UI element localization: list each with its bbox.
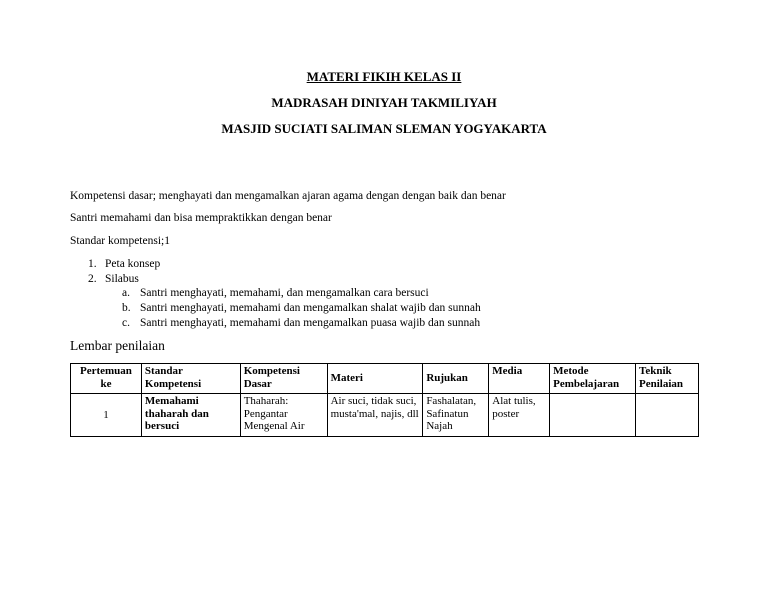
- table-cell: [550, 394, 636, 437]
- school-name: MADRASAH DINIYAH TAKMILIYAH: [271, 95, 497, 110]
- column-header: Teknik Penilaian: [636, 364, 699, 394]
- table-cell: [636, 394, 699, 437]
- list-item-number: 2.: [88, 273, 97, 285]
- table-header-row: [71, 364, 699, 394]
- sublist-item-text: Santri menghayati, memahami dan mengamalkan shalat wajib dan sunnah: [140, 302, 481, 314]
- table-cell: 1: [71, 394, 142, 437]
- table-cell: Thaharah: Pengantar Mengenal Air: [240, 394, 327, 437]
- list-item-number: 1.: [88, 258, 97, 270]
- column-header: Standar Kompetensi: [141, 364, 240, 394]
- sublist-item-text: Santri menghayati, memahami dan mengamalkan puasa wajib dan sunnah: [140, 317, 481, 329]
- column-header: Metode Pembelajaran: [550, 364, 636, 394]
- table-cell: Air suci, tidak suci, musta'mal, najis, dll: [327, 394, 423, 437]
- assessment-table: [70, 363, 699, 437]
- standar-kompetensi-text: Standar kompetensi;1: [70, 235, 170, 247]
- column-header: Kompetensi Dasar: [240, 364, 327, 394]
- sublist-item-text: Santri menghayati, memahami, dan mengamalkan cara bersuci: [140, 287, 429, 299]
- santri-statement-text: Santri memahami dan bisa mempraktikkan dengan benar: [70, 212, 332, 224]
- list-item-text: Silabus: [105, 273, 139, 285]
- column-header: Materi: [327, 364, 423, 394]
- assessment-heading: Lembar penilaian: [70, 338, 165, 353]
- column-header: Media: [489, 364, 550, 394]
- table-row: [71, 394, 699, 437]
- sublist-item-letter: a.: [122, 287, 130, 299]
- sublist-item-letter: b.: [122, 302, 131, 314]
- list-item-text: Peta konsep: [105, 258, 161, 270]
- sublist-item-letter: c.: [122, 317, 130, 329]
- document-title: MATERI FIKIH KELAS II: [306, 69, 462, 84]
- table-cell: Alat tulis, poster: [489, 394, 550, 437]
- school-location: MASJID SUCIATI SALIMAN SLEMAN YOGYAKARTA: [221, 121, 547, 136]
- table-cell: Memahami thaharah dan bersuci: [141, 394, 240, 437]
- kompetensi-dasar-text: Kompetensi dasar; menghayati dan mengamalkan ajaran agama dengan dengan baik dan benar: [70, 190, 506, 202]
- column-header: Pertemuan ke: [71, 364, 142, 394]
- table-cell: Fashalatan, Safinatun Najah: [423, 394, 489, 437]
- column-header: Rujukan: [423, 364, 489, 394]
